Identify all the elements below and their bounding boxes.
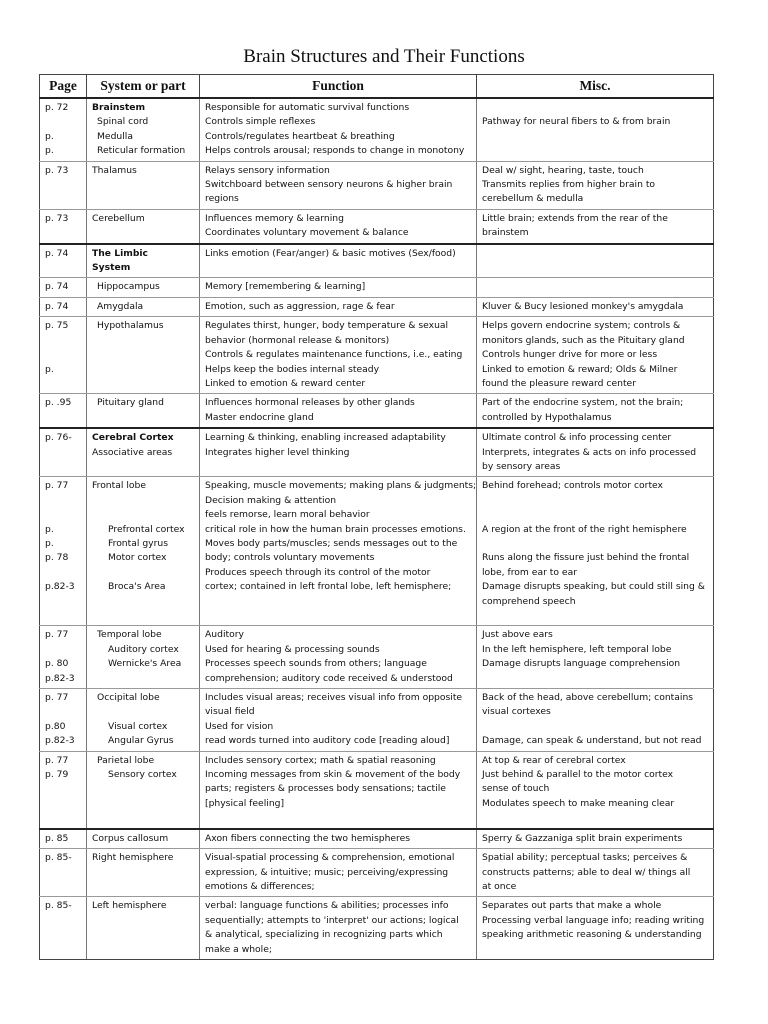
page-ref: p. 85-	[45, 900, 72, 912]
misc-cell	[477, 477, 714, 626]
function-text: Memory [remembering & learning]	[205, 281, 366, 293]
misc-text	[482, 508, 709, 522]
function-text: Includes sensory cortex; math & spatial reasoning	[205, 754, 436, 766]
table-row	[40, 689, 714, 752]
function-text: Relays sensory information	[205, 164, 330, 176]
page-ref: p. 76-	[45, 432, 72, 444]
function-text: read words turned into auditory code [reading aloud]	[205, 735, 450, 747]
system-cell	[87, 98, 200, 161]
misc-text: found the pleasure reward center	[482, 377, 636, 389]
misc-text: monitors glands, such as the Pituitary gland	[482, 334, 685, 346]
function-text: cortex; contained in left frontal lobe, left hemisphere;	[205, 581, 452, 593]
function-text: regions	[205, 193, 239, 205]
function-text: Influences hormonal releases by other glands	[205, 397, 415, 409]
function-cell	[200, 751, 477, 829]
section-heading: System	[92, 262, 131, 274]
function-cell	[200, 849, 477, 897]
misc-text: Behind forehead; controls motor cortex	[482, 480, 663, 492]
page-ref: p. 79	[45, 769, 69, 781]
misc-cell	[477, 297, 714, 316]
function-text: parts; registers & processes body sensations; tactile	[205, 783, 446, 795]
structure-name: Right hemisphere	[92, 852, 174, 864]
misc-text: Part of the endocrine system, not the brain;	[482, 397, 684, 409]
structure-name: Angular Gyrus	[108, 735, 174, 747]
misc-text: Damage disrupts language comprehension	[482, 658, 681, 670]
page-ref: p. 77	[45, 629, 69, 641]
function-text: Controls/regulates heartbeat & breathing	[205, 130, 395, 142]
page-ref: p. 80	[45, 658, 69, 670]
page-ref	[45, 348, 82, 362]
system-cell	[87, 689, 200, 752]
misc-cell	[477, 394, 714, 428]
structure-name: Visual cortex	[108, 720, 168, 732]
page-ref: p.	[45, 130, 54, 142]
structure-name	[92, 705, 195, 719]
misc-text: Back of the head, above cerebellum; contains	[482, 692, 694, 704]
section-heading: The Limbic	[92, 247, 148, 259]
structure-name: Pituitary gland	[97, 397, 164, 409]
structure-name: Sensory cortex	[108, 769, 177, 781]
header-function: Function	[200, 75, 477, 99]
table-row	[40, 394, 714, 428]
misc-text: Pathway for neural fibers to & from brain	[482, 116, 671, 128]
structure-name	[92, 595, 195, 609]
brain-structures-table	[39, 74, 714, 960]
function-text: Influences memory & learning	[205, 212, 344, 224]
page-ref: p. 73	[45, 212, 69, 224]
section-heading: Brainstem	[92, 102, 146, 113]
table-header	[40, 75, 714, 99]
structure-name: Thalamus	[92, 164, 137, 176]
misc-cell	[477, 209, 714, 243]
misc-text	[482, 720, 709, 734]
page-ref: p.82-3	[45, 735, 75, 747]
page-ref	[45, 566, 82, 580]
page-cell	[40, 297, 87, 316]
table-row	[40, 278, 714, 297]
table-row	[40, 297, 714, 316]
page-ref: p. 78	[45, 552, 69, 564]
function-text: comprehension; auditory code received & understood	[205, 672, 453, 684]
page-ref: p. 77	[45, 754, 69, 766]
page-ref: p. 85	[45, 832, 69, 844]
page-cell	[40, 477, 87, 626]
page-ref: p. 75	[45, 320, 69, 332]
function-text: Links emotion (Fear/anger) & basic motives (Sex/food)	[205, 247, 456, 259]
page-ref	[45, 811, 82, 825]
misc-text: Ultimate control & info processing center	[482, 432, 672, 444]
structure-name	[92, 566, 195, 580]
function-text: Linked to emotion & reward center	[205, 377, 366, 389]
table-row	[40, 829, 714, 849]
page-ref	[45, 797, 82, 811]
function-text: feels remorse, learn moral behavior	[205, 509, 370, 521]
function-text: Regulates thirst, hunger, body temperature & sexual	[205, 320, 449, 332]
page-cell	[40, 98, 87, 161]
structure-name: Associative areas	[92, 446, 173, 458]
header-system: System or part	[87, 75, 200, 99]
misc-text: Just behind & parallel to the motor cortex	[482, 769, 674, 781]
misc-text: Interprets, integrates & acts on info processed	[482, 446, 697, 458]
function-text: Incoming messages from skin & movement of the body	[205, 769, 461, 781]
structure-name: Corpus callosum	[92, 832, 169, 844]
page-ref: p.80	[45, 720, 66, 732]
structure-name: Wernicke's Area	[108, 658, 182, 670]
page-ref	[45, 782, 82, 796]
function-cell	[200, 98, 477, 161]
function-text: [physical feeling]	[205, 797, 285, 809]
function-text: behavior (hormonal release & monitors)	[205, 334, 390, 346]
system-cell	[87, 244, 200, 278]
function-text	[205, 595, 472, 609]
page-ref: p. 74	[45, 281, 69, 293]
misc-text: Deal w/ sight, hearing, taste, touch	[482, 164, 644, 176]
function-text	[205, 609, 472, 623]
misc-cell	[477, 829, 714, 849]
function-text: Controls & regulates maintenance functions, i.e., eating	[205, 349, 463, 361]
system-cell	[87, 751, 200, 829]
structure-name: Hippocampus	[97, 281, 160, 293]
misc-text	[482, 101, 709, 115]
function-cell	[200, 317, 477, 394]
misc-text	[482, 609, 709, 623]
structure-name	[92, 494, 195, 508]
table-row	[40, 626, 714, 689]
page-cell	[40, 317, 87, 394]
function-text: body; controls voluntary movements	[205, 552, 375, 564]
page-ref	[45, 115, 82, 129]
misc-text: by sensory areas	[482, 460, 561, 472]
function-text: Switchboard between sensory neurons & higher brain	[205, 179, 453, 191]
function-text: Includes visual areas; receives visual info from opposite	[205, 692, 463, 704]
misc-cell	[477, 244, 714, 278]
page-ref: p.82-3	[45, 672, 75, 684]
system-cell	[87, 394, 200, 428]
function-text: make a whole;	[205, 943, 272, 955]
function-text: Used for hearing & processing sounds	[205, 643, 380, 655]
system-cell	[87, 849, 200, 897]
table-row	[40, 317, 714, 394]
misc-cell	[477, 689, 714, 752]
structure-name: Cerebellum	[92, 212, 145, 224]
function-cell	[200, 394, 477, 428]
page-ref	[45, 595, 82, 609]
page-ref: p.	[45, 145, 54, 157]
structure-name: Left hemisphere	[92, 900, 167, 912]
misc-text: Just above ears	[482, 629, 553, 641]
structure-name: Prefrontal cortex	[108, 523, 185, 535]
page-cell	[40, 751, 87, 829]
page-ref: p.	[45, 523, 54, 535]
function-text: Responsible for automatic survival functions	[205, 102, 410, 113]
system-cell	[87, 477, 200, 626]
misc-text: at once	[482, 880, 517, 892]
misc-cell	[477, 317, 714, 394]
misc-text	[482, 130, 709, 144]
table-body	[40, 98, 714, 959]
misc-text	[482, 144, 709, 158]
page-cell	[40, 626, 87, 689]
page-ref: p. .95	[45, 397, 72, 409]
page-ref	[45, 705, 82, 719]
function-cell	[200, 689, 477, 752]
function-cell	[200, 297, 477, 316]
function-cell	[200, 477, 477, 626]
header-row	[40, 75, 714, 99]
misc-text: speaking arithmetic reasoning & understanding	[482, 929, 702, 941]
page-ref	[45, 377, 82, 391]
misc-text: Processing verbal language info; reading writing	[482, 914, 705, 926]
system-cell	[87, 626, 200, 689]
function-text: Helps keep the bodies internal steady	[205, 363, 380, 375]
function-text: Used for vision	[205, 720, 274, 732]
structure-name: Frontal lobe	[92, 480, 146, 492]
function-cell	[200, 209, 477, 243]
section-heading: Cerebral Cortex	[92, 432, 174, 444]
misc-text: Runs along the fissure just behind the frontal	[482, 552, 690, 564]
page-cell	[40, 689, 87, 752]
page-ref: p. 74	[45, 247, 69, 259]
function-text: visual field	[205, 706, 255, 718]
function-text: Axon fibers connecting the two hemispheres	[205, 832, 411, 844]
page-ref: p. 74	[45, 300, 69, 312]
page-title: Brain Structures and Their Functions	[243, 46, 525, 67]
function-text: Auditory	[205, 629, 244, 641]
structure-name: Parietal lobe	[97, 754, 155, 766]
page-cell	[40, 897, 87, 960]
table-row	[40, 98, 714, 161]
function-text: verbal: language functions & abilities; processes info	[205, 900, 449, 912]
misc-text: cerebellum & medulla	[482, 193, 584, 205]
misc-cell	[477, 626, 714, 689]
misc-text	[482, 537, 709, 551]
function-cell	[200, 897, 477, 960]
page-cell	[40, 161, 87, 209]
misc-text: Little brain; extends from the rear of the	[482, 212, 668, 224]
misc-text: constructs patterns; able to deal w/ things all	[482, 866, 691, 878]
structure-name: Motor cortex	[108, 552, 167, 564]
function-text: Controls simple reflexes	[205, 116, 316, 128]
function-text: Visual-spatial processing & comprehension, emotional	[205, 852, 455, 864]
misc-cell	[477, 161, 714, 209]
page-ref: p. 77	[45, 692, 69, 704]
function-text: Decision making & attention	[205, 494, 337, 506]
system-cell	[87, 161, 200, 209]
misc-text: Kluver & Bucy lesioned monkey's amygdala	[482, 300, 684, 312]
misc-text: lobe, from ear to ear	[482, 566, 577, 578]
misc-text: brainstem	[482, 227, 529, 239]
misc-text: Spatial ability; perceptual tasks; perceives &	[482, 852, 688, 864]
page-ref	[45, 494, 82, 508]
page-cell	[40, 394, 87, 428]
page-ref	[45, 609, 82, 623]
system-cell	[87, 428, 200, 477]
page-ref: p.	[45, 363, 54, 375]
function-text: Moves body parts/muscles; sends messages out to the	[205, 537, 458, 549]
structure-name	[92, 508, 195, 522]
system-cell	[87, 297, 200, 316]
function-text: Integrates higher level thinking	[205, 446, 350, 458]
misc-text	[482, 672, 709, 686]
function-cell	[200, 829, 477, 849]
system-cell	[87, 829, 200, 849]
misc-text	[482, 280, 709, 294]
page-ref: p.	[45, 537, 54, 549]
page-cell	[40, 278, 87, 297]
misc-text: Controls hunger drive for more or less	[482, 349, 658, 361]
misc-text: comprehend speech	[482, 595, 576, 607]
header-page: Page	[40, 75, 87, 99]
misc-text	[482, 247, 709, 261]
function-text: Processes speech sounds from others; language	[205, 658, 427, 670]
page-cell	[40, 244, 87, 278]
misc-text: visual cortexes	[482, 706, 551, 718]
misc-text: At top & rear of cerebral cortex	[482, 754, 626, 766]
structure-name: Temporal lobe	[97, 629, 162, 641]
function-text: Speaking, muscle movements; making plans & judgments;	[205, 480, 477, 492]
function-cell	[200, 161, 477, 209]
page-ref	[45, 643, 82, 657]
misc-text: Separates out parts that make a whole	[482, 900, 662, 912]
page-ref: p. 73	[45, 164, 69, 176]
table-row	[40, 209, 714, 243]
function-cell	[200, 244, 477, 278]
misc-cell	[477, 751, 714, 829]
structure-name: Occipital lobe	[97, 692, 160, 704]
misc-text: In the left hemisphere, left temporal lobe	[482, 643, 672, 655]
table-row	[40, 244, 714, 278]
structure-name	[92, 609, 195, 623]
page-ref	[45, 508, 82, 522]
table-row	[40, 161, 714, 209]
structure-name: Frontal gyrus	[108, 537, 168, 549]
table-row	[40, 897, 714, 960]
misc-text: Modulates speech to make meaning clear	[482, 797, 675, 809]
page-cell	[40, 209, 87, 243]
page-ref: p. 77	[45, 480, 69, 492]
function-text: Produces speech through its control of the motor	[205, 566, 431, 578]
misc-text: Damage, can speak & understand, but not read	[482, 735, 702, 747]
function-text: expression, & intuitive; music; perceiving/expressing	[205, 866, 449, 878]
page-cell	[40, 829, 87, 849]
misc-text	[482, 494, 709, 508]
table-row	[40, 428, 714, 477]
misc-text: Helps govern endocrine system; controls &	[482, 320, 681, 332]
function-cell	[200, 428, 477, 477]
function-cell	[200, 626, 477, 689]
structure-name: Hypothalamus	[97, 320, 164, 332]
structure-name: Amygdala	[97, 300, 144, 312]
structure-name: Auditory cortex	[108, 643, 179, 655]
misc-cell	[477, 278, 714, 297]
page-ref: p. 85-	[45, 852, 72, 864]
function-text: Learning & thinking, enabling increased adaptability	[205, 432, 446, 444]
function-text: emotions & differences;	[205, 880, 315, 892]
misc-cell	[477, 897, 714, 960]
function-text: & analytical, specializing in recognizing parts which	[205, 929, 443, 941]
misc-cell	[477, 98, 714, 161]
misc-text: A region at the front of the right hemisphere	[482, 523, 687, 535]
misc-text: controlled by Hypothalamus	[482, 411, 612, 423]
structure-name: Broca's Area	[108, 581, 166, 593]
system-cell	[87, 317, 200, 394]
page-cell	[40, 428, 87, 477]
system-cell	[87, 278, 200, 297]
misc-text: Sperry & Gazzaniga split brain experiments	[482, 832, 683, 844]
page-cell	[40, 849, 87, 897]
page-ref: p.82-3	[45, 581, 75, 593]
structure-name: Reticular formation	[97, 145, 186, 157]
function-text: Master endocrine gland	[205, 411, 314, 423]
table-row	[40, 751, 714, 829]
function-text: Emotion, such as aggression, rage & fear	[205, 300, 395, 312]
system-cell	[87, 897, 200, 960]
misc-text: Transmits replies from higher brain to	[482, 179, 656, 191]
function-text: sequentially; attempts to 'interpret' our actions; logical	[205, 914, 459, 926]
misc-cell	[477, 849, 714, 897]
system-cell	[87, 209, 200, 243]
table-row	[40, 477, 714, 626]
page-ref: p. 72	[45, 102, 69, 113]
misc-text: Damage disrupts speaking, but could still sing &	[482, 581, 705, 593]
structure-name: Spinal cord	[97, 116, 149, 128]
misc-text: sense of touch	[482, 783, 550, 795]
structure-name: Medulla	[97, 130, 133, 142]
misc-text: Linked to emotion & reward; Olds & Milner	[482, 363, 678, 375]
table-row	[40, 849, 714, 897]
function-cell	[200, 278, 477, 297]
header-misc: Misc.	[477, 75, 714, 99]
function-text: Helps controls arousal; responds to change in monotony	[205, 145, 465, 157]
page-ref	[45, 334, 82, 348]
misc-cell	[477, 428, 714, 477]
function-text: Coordinates voluntary movement & balance	[205, 227, 409, 239]
function-text: critical role in how the human brain processes emotions.	[205, 523, 466, 535]
